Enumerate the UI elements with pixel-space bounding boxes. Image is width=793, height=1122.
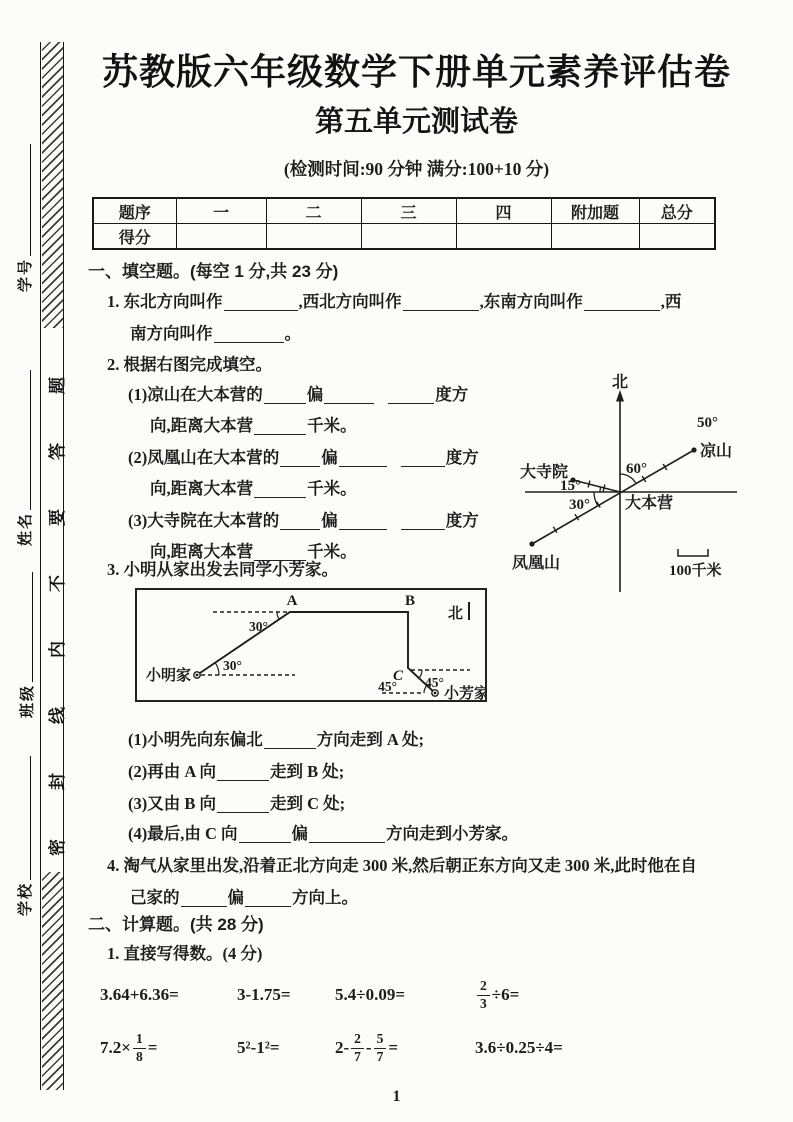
q1-line1 [107, 288, 681, 312]
compass-figure [503, 370, 759, 598]
xiaofang-home-label: 小芳家 [444, 686, 485, 700]
text-run: 千米。 [307, 416, 357, 435]
fill-in-blank [309, 825, 385, 843]
fill-in-blank [181, 889, 227, 907]
score-header-cell: 三 [361, 198, 456, 224]
text-run: 5²-1²= [237, 1038, 280, 1057]
math-expression [335, 973, 405, 1017]
fill-in-blank [339, 449, 387, 467]
section2-sub1: 1. 直接写得数。(4 分) [107, 944, 263, 963]
math-expression [100, 973, 179, 1017]
scale-label: 100千米 [669, 563, 722, 579]
class-blank-line [16, 572, 33, 682]
liangshan-label: 凉山 [700, 443, 733, 460]
score-empty-cell [266, 224, 361, 250]
score-empty-cell [176, 224, 266, 250]
angle-45-xf-label: 45° [378, 679, 397, 694]
score-header-row [93, 198, 715, 224]
path-figure [137, 590, 485, 700]
text-run: (4)最后,由 C 向 [128, 824, 238, 843]
text-run: 方向走到小芳家。 [386, 824, 519, 843]
text-run: 走到 C 处; [270, 794, 346, 813]
score-empty-cell [639, 224, 715, 250]
angle-30-start-label: 30° [223, 658, 242, 673]
text-run: 偏 [291, 824, 309, 843]
text-run: 向,距离大本营 [150, 542, 254, 561]
score-value-row [93, 224, 715, 250]
q3-item2 [128, 758, 344, 782]
score-empty-cell [551, 224, 639, 250]
fill-in-blank [254, 480, 306, 498]
text-run: (3)大寺院在大本营的 [128, 511, 280, 530]
text-run: 度方 [435, 385, 469, 404]
math-expression [237, 1026, 280, 1070]
fill-in-blank [264, 386, 306, 404]
school-label: 学校 [18, 881, 34, 916]
q4-line2 [130, 884, 358, 908]
liangshan-dot [691, 447, 696, 452]
point-b-label: B [404, 593, 416, 609]
name-blank-line [14, 370, 31, 510]
section1-heading: 一、填空题。(每空 1 分,共 23 分) [88, 262, 339, 281]
fill-in-blank [584, 293, 660, 311]
angle-30-label: 30° [569, 497, 590, 513]
text-run: 千米。 [307, 479, 357, 498]
text-run: 5.4÷0.09= [335, 985, 406, 1004]
score-header-cell: 总分 [639, 198, 715, 224]
math-expression [475, 973, 519, 1017]
math-expression [335, 1026, 398, 1070]
text-run: 3. 小明从家出发去同学小芳家。 [107, 560, 338, 579]
q4-line1 [107, 852, 697, 876]
text-run: 方向走到 A 处; [316, 730, 424, 749]
math-expression [475, 1026, 563, 1070]
text-run: ,西 [660, 292, 682, 311]
class-label: 班级 [20, 683, 36, 718]
name-field [14, 370, 34, 546]
angle-50-label: 50° [697, 415, 718, 431]
text-run: - [365, 1038, 372, 1057]
score-empty-cell [456, 224, 551, 250]
fill-in-blank [280, 449, 320, 467]
text-run: 3.6÷0.25÷4= [475, 1038, 563, 1057]
angle-30-a-label: 30° [249, 619, 268, 634]
dasiyuan-label: 大寺院 [520, 464, 569, 481]
text-run: (3)又由 B 向 [128, 794, 216, 813]
fill-in-blank [217, 795, 269, 813]
text-run: 度方 [445, 448, 479, 467]
q2-item2-line1 [128, 444, 479, 468]
fill-in-blank [224, 293, 298, 311]
seal-hatch-bottom [42, 872, 63, 1090]
text-run: 千米。 [307, 542, 357, 561]
paper-subtitle: 第五单元测试卷 [314, 106, 518, 138]
fill-in-blank [254, 417, 306, 435]
text-run: 7.2× [100, 1038, 131, 1057]
fill-in-blank [217, 763, 269, 781]
q2-item1-line1 [128, 381, 468, 405]
fill-in-blank [280, 512, 320, 530]
student-id-blank-line [14, 144, 31, 256]
paper-title: 苏教版六年级数学下册单元素养评估卷 [101, 51, 731, 92]
text-run: = [147, 1038, 158, 1057]
point-a-label: A [286, 593, 298, 609]
fraction: $\frac{2}{3}$ [477, 979, 490, 1010]
text-run: (1)凉山在大本营的 [128, 385, 263, 404]
seal-warning-text: 密封线内不要答题 [48, 328, 67, 856]
point-c-label: C [392, 668, 403, 684]
text-run: 偏 [321, 448, 338, 467]
fill-in-blank [264, 731, 316, 749]
fill-in-blank [388, 386, 434, 404]
text-run: 南方向叫作 [130, 324, 213, 343]
school-field [14, 756, 34, 916]
q3-item3 [128, 790, 345, 814]
fill-in-blank [339, 512, 387, 530]
fill-in-blank [245, 889, 291, 907]
text-run: 偏 [227, 888, 244, 907]
path-figure-frame [135, 588, 487, 702]
xiaoming-home-label: 小明家 [145, 668, 191, 684]
text-run: 2. 根据右图完成填空。 [107, 355, 272, 374]
angle-60-label: 60° [626, 461, 647, 477]
q2-item2-line2 [150, 475, 357, 499]
text-run: ,西北方向叫作 [298, 292, 402, 311]
score-row-label: 得分 [93, 224, 176, 250]
north-label: 北 [611, 374, 629, 391]
student-id-field [14, 144, 34, 292]
camp-label: 大本营 [625, 495, 674, 512]
text-run: 3-1.75= [237, 985, 291, 1004]
score-header-cell: 题序 [93, 198, 176, 224]
math-expression [100, 1026, 157, 1070]
score-empty-cell [361, 224, 456, 250]
text-run: 1. 东北方向叫作 [107, 292, 223, 311]
text-run: (1)小明先向东偏北 [128, 730, 263, 749]
text-run: 。 [284, 324, 301, 343]
text-run: 偏 [306, 385, 324, 404]
seal-hatch-top [42, 42, 63, 328]
q2-item1-line2 [150, 412, 357, 436]
text-run: (2)再由 A 向 [128, 762, 216, 781]
text-run: 方向上。 [292, 888, 358, 907]
fill-in-blank [403, 293, 479, 311]
score-header-cell: 二 [266, 198, 361, 224]
text-run: ÷6= [491, 985, 520, 1004]
text-run: 向,距离大本营 [150, 479, 254, 498]
north-arrowhead [616, 390, 624, 402]
fill-in-blank [214, 325, 284, 343]
text-run: 向,距离大本营 [150, 416, 254, 435]
fill-in-blank [401, 449, 445, 467]
q2-item3-line1 [128, 507, 479, 531]
q3-heading [107, 556, 338, 580]
name-label: 姓名 [18, 511, 34, 546]
math-expression [237, 973, 291, 1017]
angle-15-label: 15° [560, 478, 581, 494]
text-run: 己家的 [130, 888, 180, 907]
fill-in-blank [239, 825, 291, 843]
fraction: $\frac{2}{7}$ [351, 1032, 364, 1063]
fraction: $\frac{5}{7}$ [374, 1032, 387, 1063]
fenghuang-label: 凤凰山 [512, 555, 561, 572]
text-run: = [388, 1038, 399, 1057]
score-table [92, 197, 716, 250]
student-id-label: 学号 [18, 257, 34, 292]
text-run: 2- [335, 1038, 350, 1057]
angle-45-c-label: 45° [425, 675, 444, 690]
score-header-cell: 四 [456, 198, 551, 224]
q2-heading [107, 351, 272, 375]
text-run: 4. 淘气从家里出发,沿着正北方向走 300 米,然后朝正东方向又走 300 米,此时他在自 [107, 856, 697, 875]
north-label: 北 [448, 606, 464, 622]
exam-info: (检测时间:90 分钟 满分:100+10 分) [283, 159, 550, 179]
school-blank-line [14, 756, 31, 880]
page-number: 1 [392, 1088, 401, 1105]
text-run: 度方 [445, 511, 479, 530]
score-header-cell: 附加题 [551, 198, 639, 224]
fraction: $\frac{1}{8}$ [133, 1032, 146, 1063]
q1-line2 [130, 320, 301, 344]
fill-in-blank [324, 386, 374, 404]
q3-item4 [128, 820, 518, 844]
q3-item1 [128, 726, 424, 750]
text-run: 偏 [321, 511, 338, 530]
class-field [16, 572, 36, 718]
text-run: (2)凤凰山在大本营的 [128, 448, 280, 467]
scale-bracket [678, 549, 708, 556]
score-header-cell: 一 [176, 198, 266, 224]
fill-in-blank [401, 512, 445, 530]
section2-heading: 二、计算题。(共 28 分) [88, 915, 264, 934]
text-run: 走到 B 处; [270, 762, 345, 781]
fenghuang-dot [529, 541, 534, 546]
text-run: 3.64+6.36= [100, 985, 179, 1004]
text-run: ,东南方向叫作 [479, 292, 583, 311]
